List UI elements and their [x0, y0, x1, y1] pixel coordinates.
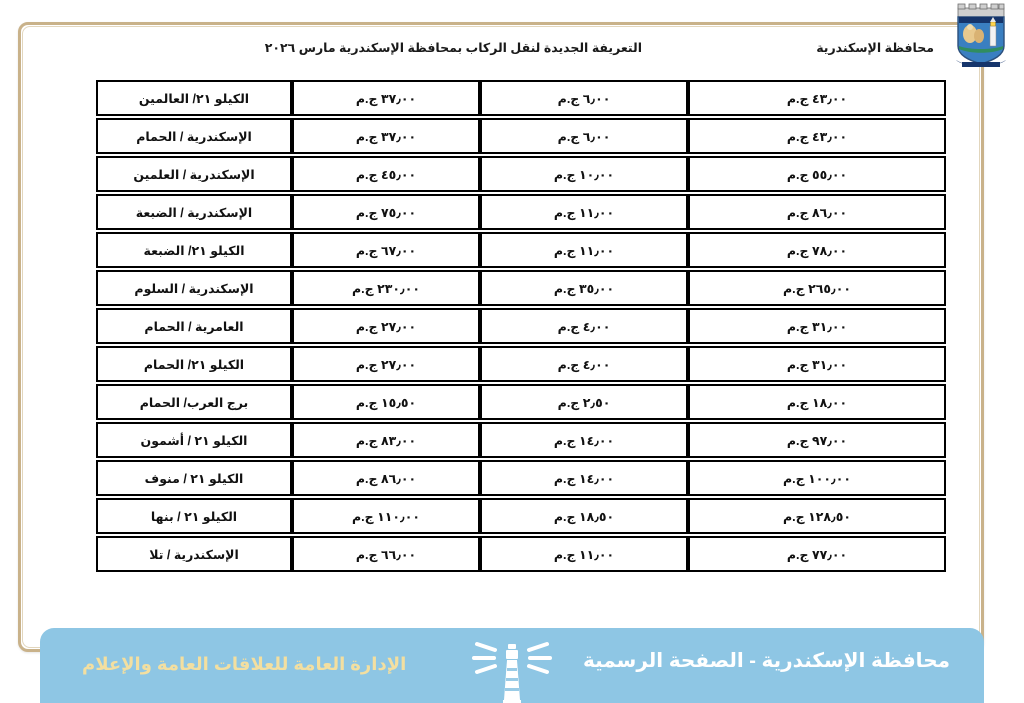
cell-total: ٧٨٫٠٠ ج.م [688, 232, 946, 268]
cell-total: ٢٦٥٫٠٠ ج.م [688, 270, 946, 306]
cell-fare: ٢٧٫٠٠ ج.م [292, 308, 480, 344]
cell-total: ٥٥٫٠٠ ج.م [688, 156, 946, 192]
table-row [96, 232, 946, 268]
cell-fare: ١١٠٫٠٠ ج.م [292, 498, 480, 534]
table-row [96, 270, 946, 306]
cell-increment: ١١٫٠٠ ج.م [480, 194, 688, 230]
cell-fare: ٦٦٫٠٠ ج.م [292, 536, 480, 572]
table-row [96, 498, 946, 534]
cell-route: العامرية / الحمام [96, 308, 292, 344]
cell-increment: ١٨٫٥٠ ج.م [480, 498, 688, 534]
cell-route: الإسكندرية / العلمين [96, 156, 292, 192]
cell-increment: ١٤٫٠٠ ج.م [480, 422, 688, 458]
cell-increment: ٦٫٠٠ ج.م [480, 118, 688, 154]
cell-fare: ٣٧٫٠٠ ج.م [292, 118, 480, 154]
table-row [96, 346, 946, 382]
cell-fare: ٦٧٫٠٠ ج.م [292, 232, 480, 268]
table-row [96, 422, 946, 458]
footer-banner [40, 628, 984, 703]
cell-route: الكيلو ٢١/ الحمام [96, 346, 292, 382]
cell-route: الكيلو ٢١/ الضبعة [96, 232, 292, 268]
cell-route: الكيلو ٢١/ العالمين [96, 80, 292, 116]
cell-fare: ٣٧٫٠٠ ج.م [292, 80, 480, 116]
cell-increment: ٤٫٠٠ ج.م [480, 346, 688, 382]
cell-total: ٨٦٫٠٠ ج.م [688, 194, 946, 230]
table-row [96, 384, 946, 420]
cell-fare: ٨٦٫٠٠ ج.م [292, 460, 480, 496]
department-label: الإدارة العامة للعلاقات العامة والإعلام [82, 654, 407, 674]
table-row [96, 156, 946, 192]
table-row [96, 194, 946, 230]
official-page-label: محافظة الإسكندرية - الصفحة الرسمية [582, 650, 950, 672]
cell-total: ٣١٫٠٠ ج.م [688, 346, 946, 382]
cell-increment: ٦٫٠٠ ج.م [480, 80, 688, 116]
cell-route: الكيلو ٢١ / بنها [96, 498, 292, 534]
table-row [96, 118, 946, 154]
cell-increment: ٢٫٥٠ ج.م [480, 384, 688, 420]
cell-total: ١٠٠٫٠٠ ج.م [688, 460, 946, 496]
cell-total: ١٢٨٫٥٠ ج.م [688, 498, 946, 534]
fare-table [96, 78, 946, 574]
cell-increment: ٣٥٫٠٠ ج.م [480, 270, 688, 306]
cell-total: ١٨٫٠٠ ج.م [688, 384, 946, 420]
page-title: التعريفة الجديدة لنقل الركاب بمحافظة الإسكندرية مارس ٢٠٢٦ [264, 41, 642, 55]
cell-route: برج العرب/ الحمام [96, 384, 292, 420]
cell-total: ٤٣٫٠٠ ج.م [688, 118, 946, 154]
cell-fare: ٤٥٫٠٠ ج.م [292, 156, 480, 192]
cell-increment: ١١٫٠٠ ج.م [480, 536, 688, 572]
cell-increment: ١٤٫٠٠ ج.م [480, 460, 688, 496]
table-row [96, 536, 946, 572]
cell-route: الإسكندرية / الحمام [96, 118, 292, 154]
cell-route: الكيلو ٢١ / أشمون [96, 422, 292, 458]
table-row [96, 80, 946, 116]
alexandria-governorate-emblem-icon [950, 2, 1012, 72]
cell-route: الإسكندرية / تلا [96, 536, 292, 572]
cell-route: الإسكندرية / الضبعة [96, 194, 292, 230]
cell-route: الإسكندرية / السلوم [96, 270, 292, 306]
cell-fare: ٨٣٫٠٠ ج.م [292, 422, 480, 458]
table-row [96, 308, 946, 344]
governorate-label: محافظة الإسكندرية [816, 41, 934, 55]
cell-increment: ١١٫٠٠ ج.م [480, 232, 688, 268]
cell-total: ٤٣٫٠٠ ج.م [688, 80, 946, 116]
cell-total: ٣١٫٠٠ ج.م [688, 308, 946, 344]
cell-fare: ٢٧٫٠٠ ج.م [292, 346, 480, 382]
lighthouse-icon [437, 638, 587, 703]
cell-increment: ٤٫٠٠ ج.م [480, 308, 688, 344]
fare-table-body [96, 80, 946, 572]
cell-route: الكيلو ٢١ / منوف [96, 460, 292, 496]
cell-increment: ١٠٫٠٠ ج.م [480, 156, 688, 192]
table-row [96, 460, 946, 496]
cell-total: ٧٧٫٠٠ ج.م [688, 536, 946, 572]
cell-fare: ٢٣٠٫٠٠ ج.م [292, 270, 480, 306]
cell-fare: ١٥٫٥٠ ج.م [292, 384, 480, 420]
cell-total: ٩٧٫٠٠ ج.م [688, 422, 946, 458]
cell-fare: ٧٥٫٠٠ ج.م [292, 194, 480, 230]
document-header [30, 34, 972, 74]
